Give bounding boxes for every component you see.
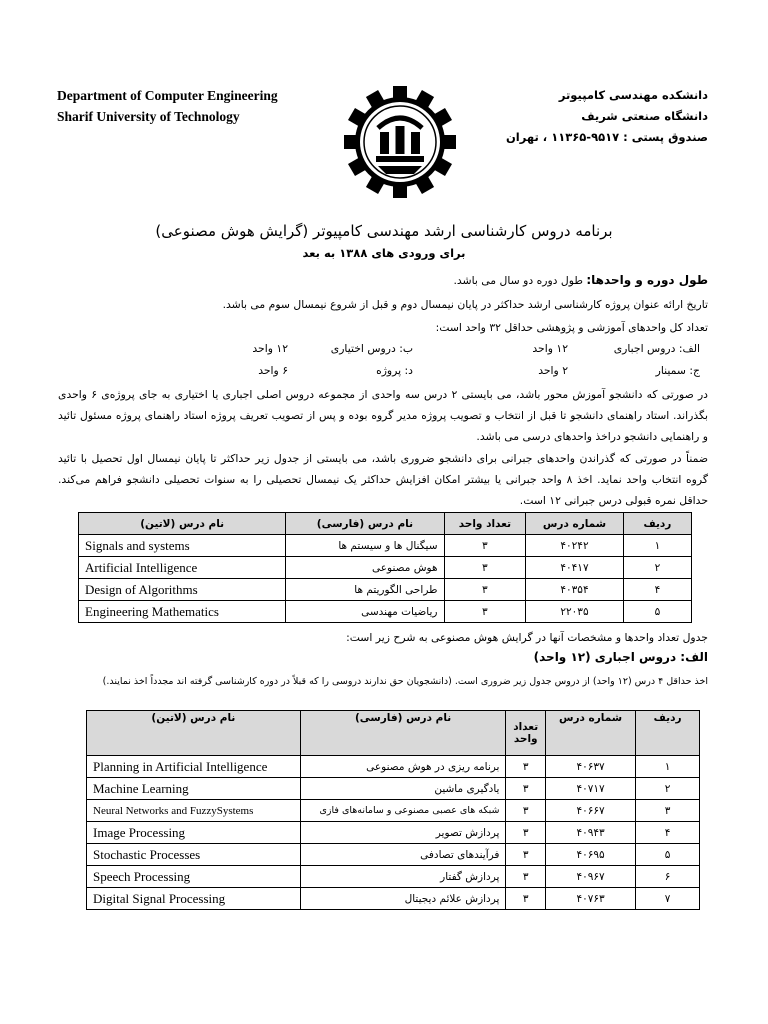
col-header-code: شماره درس bbox=[526, 513, 624, 535]
required-courses-note: اخذ حداقل ۴ درس (۱۲ واحد) از دروس جدول زیر ضروری است. (دانشجویان حق ندارند دروسی را که قبلاً در دوره کارشناسی گرفته اند مجدداً اخذ نمایند.) bbox=[102, 676, 708, 687]
course-code: ۴۰۳۵۴ bbox=[526, 579, 624, 601]
course-name-fa: برنامه ریزی در هوش مصنوعی bbox=[300, 756, 506, 778]
course-row-number: ۱ bbox=[636, 756, 700, 778]
course-units: ۳ bbox=[506, 756, 546, 778]
units-a-value: ۱۲ واحد bbox=[532, 342, 568, 355]
duration-paragraph bbox=[58, 270, 708, 291]
compensatory-paragraph: ضمناً در صورتی که گذراندن واحدهای جبرانی برای دانشجو ضروری باشد، می بایستی از جدول زیر حداکثر تا پایان نیمسال اول تحصیل با تائید گروه انتخاب واحد نماید. اخذ ۸ واحد جبرانی یا بیشتر امکان افزایش حداکثر یک نیمسال تحصیلی را به سنوات تحصیلی دانشجو فراهم می‌کند. حداقل نمره قبولی درس جبرانی ۱۲ است. bbox=[58, 452, 708, 507]
course-row-number: ۶ bbox=[636, 866, 700, 888]
document-title: برنامه دروس کارشناسی ارشد مهندسی کامپیوتر (گرایش هوش مصنوعی) bbox=[155, 222, 613, 240]
table-row bbox=[87, 778, 700, 800]
course-row-number: ۲ bbox=[636, 778, 700, 800]
department-en-line1: Department of Computer Engineering bbox=[57, 88, 278, 103]
university-logo bbox=[344, 86, 456, 198]
course-code: ۴۰۴۱۷ bbox=[526, 557, 624, 579]
units-a-label: الف: دروس اجباری bbox=[613, 342, 700, 355]
col-header-name-fa: نام درس (فارسی) bbox=[286, 513, 444, 535]
table-row bbox=[87, 800, 700, 822]
table-row bbox=[79, 535, 692, 557]
course-code: ۴۰۷۱۷ bbox=[545, 778, 635, 800]
course-name-en: Machine Learning bbox=[87, 778, 301, 800]
course-row-number: ۵ bbox=[623, 601, 691, 623]
table-header-row bbox=[79, 513, 692, 535]
col-header-units: تعداد واحد bbox=[444, 513, 526, 535]
course-name-fa: پردازش تصویر bbox=[300, 822, 506, 844]
course-units: ۳ bbox=[444, 535, 526, 557]
course-row-number: ۵ bbox=[636, 844, 700, 866]
course-units: ۳ bbox=[444, 579, 526, 601]
table-row bbox=[79, 557, 692, 579]
units-b-label: ب: دروس اختیاری bbox=[330, 342, 413, 355]
table-row bbox=[87, 866, 700, 888]
postal-address: صندوق پستی : ۹۵۱۷-۱۱۳۶۵ ، تهران bbox=[505, 130, 708, 144]
table-row bbox=[79, 579, 692, 601]
course-code: ۲۲۰۳۵ bbox=[526, 601, 624, 623]
course-name-fa: شبکه های عصبی مصنوعی و سامانه‌های فازی bbox=[300, 800, 506, 822]
duration-text: طول دوره دو سال می باشد. bbox=[453, 274, 587, 287]
table-row bbox=[79, 601, 692, 623]
document-subtitle: برای ورودی های ۱۳۸۸ به بعد bbox=[302, 246, 466, 260]
course-name-fa: پردازش گفتار bbox=[300, 866, 506, 888]
units-c-value: ۲ واحد bbox=[538, 364, 568, 377]
course-units: ۳ bbox=[444, 557, 526, 579]
course-name-en: Speech Processing bbox=[87, 866, 301, 888]
table-row bbox=[87, 756, 700, 778]
col-header-row: ردیف bbox=[623, 513, 691, 535]
table-header-row bbox=[87, 711, 700, 756]
department-en-header bbox=[57, 85, 278, 127]
table-row bbox=[87, 822, 700, 844]
course-name-fa: طراحی الگوریتم ها bbox=[286, 579, 444, 601]
col-header-units-line2: واحد bbox=[513, 733, 538, 745]
course-name-en: Image Processing bbox=[87, 822, 301, 844]
course-name-en: Neural Networks and FuzzySystems bbox=[87, 800, 301, 822]
course-code: ۴۰۲۴۲ bbox=[526, 535, 624, 557]
col-header-units bbox=[506, 711, 546, 756]
course-row-number: ۷ bbox=[636, 888, 700, 910]
col-header-name-en: نام درس (لاتین) bbox=[79, 513, 286, 535]
units-d-value: ۶ واحد bbox=[258, 364, 288, 377]
course-name-fa: ریاضیات مهندسی bbox=[286, 601, 444, 623]
course-name-en: Stochastic Processes bbox=[87, 844, 301, 866]
department-en-line2: Sharif University of Technology bbox=[57, 109, 240, 124]
course-row-number: ۲ bbox=[623, 557, 691, 579]
course-name-en: Artificial Intelligence bbox=[79, 557, 286, 579]
department-fa-header bbox=[506, 85, 708, 148]
col-header-row: ردیف bbox=[636, 711, 700, 756]
course-name-fa: یادگیری ماشین bbox=[300, 778, 506, 800]
department-fa-line2: دانشگاه صنعتی شریف bbox=[581, 109, 708, 123]
units-c-label: ج: سمینار bbox=[655, 364, 700, 377]
course-units: ۳ bbox=[444, 601, 526, 623]
course-units: ۳ bbox=[506, 844, 546, 866]
project-deadline-text: تاریخ ارائه عنوان پروژه کارشناسی ارشد حداکثر در پایان نیمسال دوم و قبل از شروع نیمسال سوم می باشد. bbox=[222, 298, 708, 311]
course-code: ۴۰۹۴۳ bbox=[545, 822, 635, 844]
course-name-en: Signals and systems bbox=[79, 535, 286, 557]
course-units: ۳ bbox=[506, 888, 546, 910]
course-units: ۳ bbox=[506, 778, 546, 800]
course-row-number: ۴ bbox=[623, 579, 691, 601]
course-units: ۳ bbox=[506, 800, 546, 822]
course-name-fa: هوش مصنوعی bbox=[286, 557, 444, 579]
course-name-en: Design of Algorithms bbox=[79, 579, 286, 601]
course-name-fa: فرآیندهای تصادفی bbox=[300, 844, 506, 866]
units-b-value: ۱۲ واحد bbox=[252, 342, 288, 355]
course-code: ۴۰۶۹۵ bbox=[545, 844, 635, 866]
course-name-en: Digital Signal Processing bbox=[87, 888, 301, 910]
course-name-en: Engineering Mathematics bbox=[79, 601, 286, 623]
required-courses-table bbox=[86, 710, 700, 910]
education-track-paragraph: در صورتی که دانشجو آموزش محور باشد، می بایستی ۲ درس سه واحدی از مجموعه دروس اصلی اجباری یا اختیاری به جای پروژه‌ی ۶ واحدی بگذراند. استاد راهنمای دانشجو تا قبل از انتخاب و تصویب پروژه مدیر گروه بوده و پس از تصویب تعریف پروژه استاد راهنمای پروژه مسئول تائید و راهنمایی دانشجو دراخذ واحدهای درسی می باشد. bbox=[58, 388, 708, 443]
course-row-number: ۳ bbox=[636, 800, 700, 822]
course-name-fa: پردازش علائم دیجیتال bbox=[300, 888, 506, 910]
col-header-name-fa: نام درس (فارسی) bbox=[300, 711, 506, 756]
table-row bbox=[87, 888, 700, 910]
course-code: ۴۰۶۳۷ bbox=[545, 756, 635, 778]
course-row-number: ۱ bbox=[623, 535, 691, 557]
total-units-text: تعداد کل واحدهای آموزشی و پژوهشی حداقل ۳۲ واحد است: bbox=[435, 321, 708, 334]
course-code: ۴۰۷۶۳ bbox=[545, 888, 635, 910]
col-header-name-en: نام درس (لاتین) bbox=[87, 711, 301, 756]
course-name-en: Planning in Artificial Intelligence bbox=[87, 756, 301, 778]
duration-heading: طول دوره و واحدها: bbox=[586, 273, 708, 287]
course-code: ۴۰۹۶۷ bbox=[545, 866, 635, 888]
table-intro-text: جدول تعداد واحدها و مشخصات آنها در گرایش هوش مصنوعی به شرح زیر است: bbox=[346, 631, 708, 644]
col-header-units-line1: تعداد bbox=[513, 721, 539, 733]
course-units: ۳ bbox=[506, 866, 546, 888]
table-row bbox=[87, 844, 700, 866]
compensatory-courses-table bbox=[78, 512, 692, 623]
department-fa-line1: دانشکده مهندسی کامپیوتر bbox=[558, 88, 708, 102]
required-courses-heading: الف: دروس اجباری (۱۲ واحد) bbox=[533, 650, 708, 664]
course-units: ۳ bbox=[506, 822, 546, 844]
col-header-code: شماره درس bbox=[545, 711, 635, 756]
course-code: ۴۰۶۶۷ bbox=[545, 800, 635, 822]
units-d-label: د: پروژه bbox=[376, 364, 413, 377]
course-row-number: ۴ bbox=[636, 822, 700, 844]
course-name-fa: سیگنال ها و سیستم ها bbox=[286, 535, 444, 557]
